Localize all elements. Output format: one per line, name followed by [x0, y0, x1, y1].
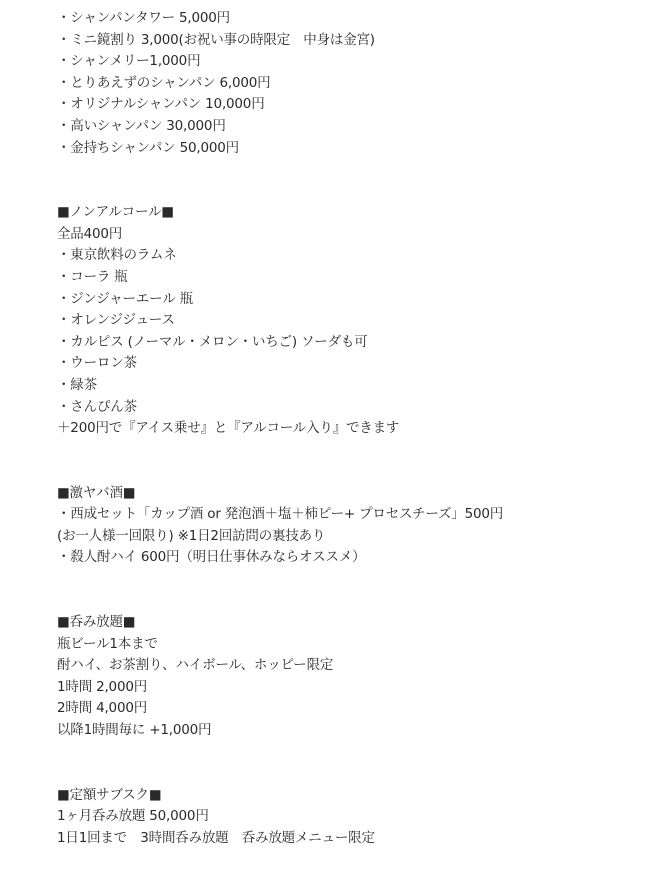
extreme-sake-line: ・西成セット「カップ酒 or 発泡酒＋塩＋柿ピー+ プロセスチーズ」500円	[57, 506, 504, 523]
menu-document	[57, 8, 657, 849]
champagne-item: ・オリジナルシャンパン 10,000円	[57, 96, 265, 113]
non-alcohol-line: ・ウーロン茶	[57, 355, 137, 372]
section-spacer	[57, 569, 657, 612]
section-heading: ■ノンアルコール■	[57, 204, 174, 221]
all-you-can-drink-section	[57, 612, 657, 742]
champagne-item: ・高いシャンパン 30,000円	[57, 117, 226, 134]
extreme-sake-section	[57, 483, 657, 569]
section-heading: ■呑み放題■	[57, 614, 136, 631]
non-alcohol-section	[57, 202, 657, 440]
champagne-section	[57, 8, 657, 159]
all-you-can-drink-line: 以降1時間毎に +1,000円	[57, 722, 212, 739]
section-heading: ■定額サブスク■	[57, 786, 162, 803]
non-alcohol-line: 全品400円	[57, 225, 123, 242]
champagne-item: ・金持ちシャンパン 50,000円	[57, 139, 239, 156]
non-alcohol-line: ・東京飲料のラムネ	[57, 247, 177, 264]
non-alcohol-line: ・さんぴん茶	[57, 398, 137, 415]
all-you-can-drink-line: 1時間 2,000円	[57, 678, 148, 695]
section-spacer	[57, 159, 657, 202]
subscription-section	[57, 785, 657, 850]
section-spacer	[57, 440, 657, 483]
non-alcohol-line: ・ジンジャーエール 瓶	[57, 290, 193, 307]
non-alcohol-line: ・オレンジジュース	[57, 312, 175, 329]
all-you-can-drink-line: 2時間 4,000円	[57, 700, 148, 717]
non-alcohol-line: ・コーラ 瓶	[57, 268, 128, 285]
extreme-sake-line: (お一人様一回限り) ※1日2回訪問の裏技あり	[57, 527, 326, 544]
extreme-sake-line: ・殺人酎ハイ 600円（明日仕事休みならオススメ）	[57, 549, 366, 566]
all-you-can-drink-line: 酎ハイ、お茶割り、ハイボール、ホッピー限定	[57, 657, 334, 674]
non-alcohol-line: ・カルピス (ノーマル・メロン・いちご) ソーダも可	[57, 333, 368, 350]
all-you-can-drink-line: 瓶ビール1本まで	[57, 635, 158, 652]
section-heading: ■激ヤバ酒■	[57, 484, 136, 501]
champagne-item: ・ミニ鏡割り 3,000(お祝い事の時限定 中身は金宮)	[57, 31, 375, 48]
non-alcohol-line: ・緑茶	[57, 376, 97, 393]
champagne-item: ・シャンパンタワー 5,000円	[57, 10, 230, 26]
champagne-item: ・とりあえずのシャンパン 6,000円	[57, 74, 271, 91]
subscription-line: 1ヶ月呑み放題 50,000円	[57, 808, 209, 825]
non-alcohol-line: ＋200円で『アイス乗せ』と『アルコール入り』できます	[57, 420, 400, 437]
champagne-item: ・シャンメリー1,000円	[57, 53, 201, 70]
section-spacer	[57, 742, 657, 785]
subscription-line: 1日1回まで 3時間呑み放題 呑み放題メニュー限定	[57, 829, 375, 846]
